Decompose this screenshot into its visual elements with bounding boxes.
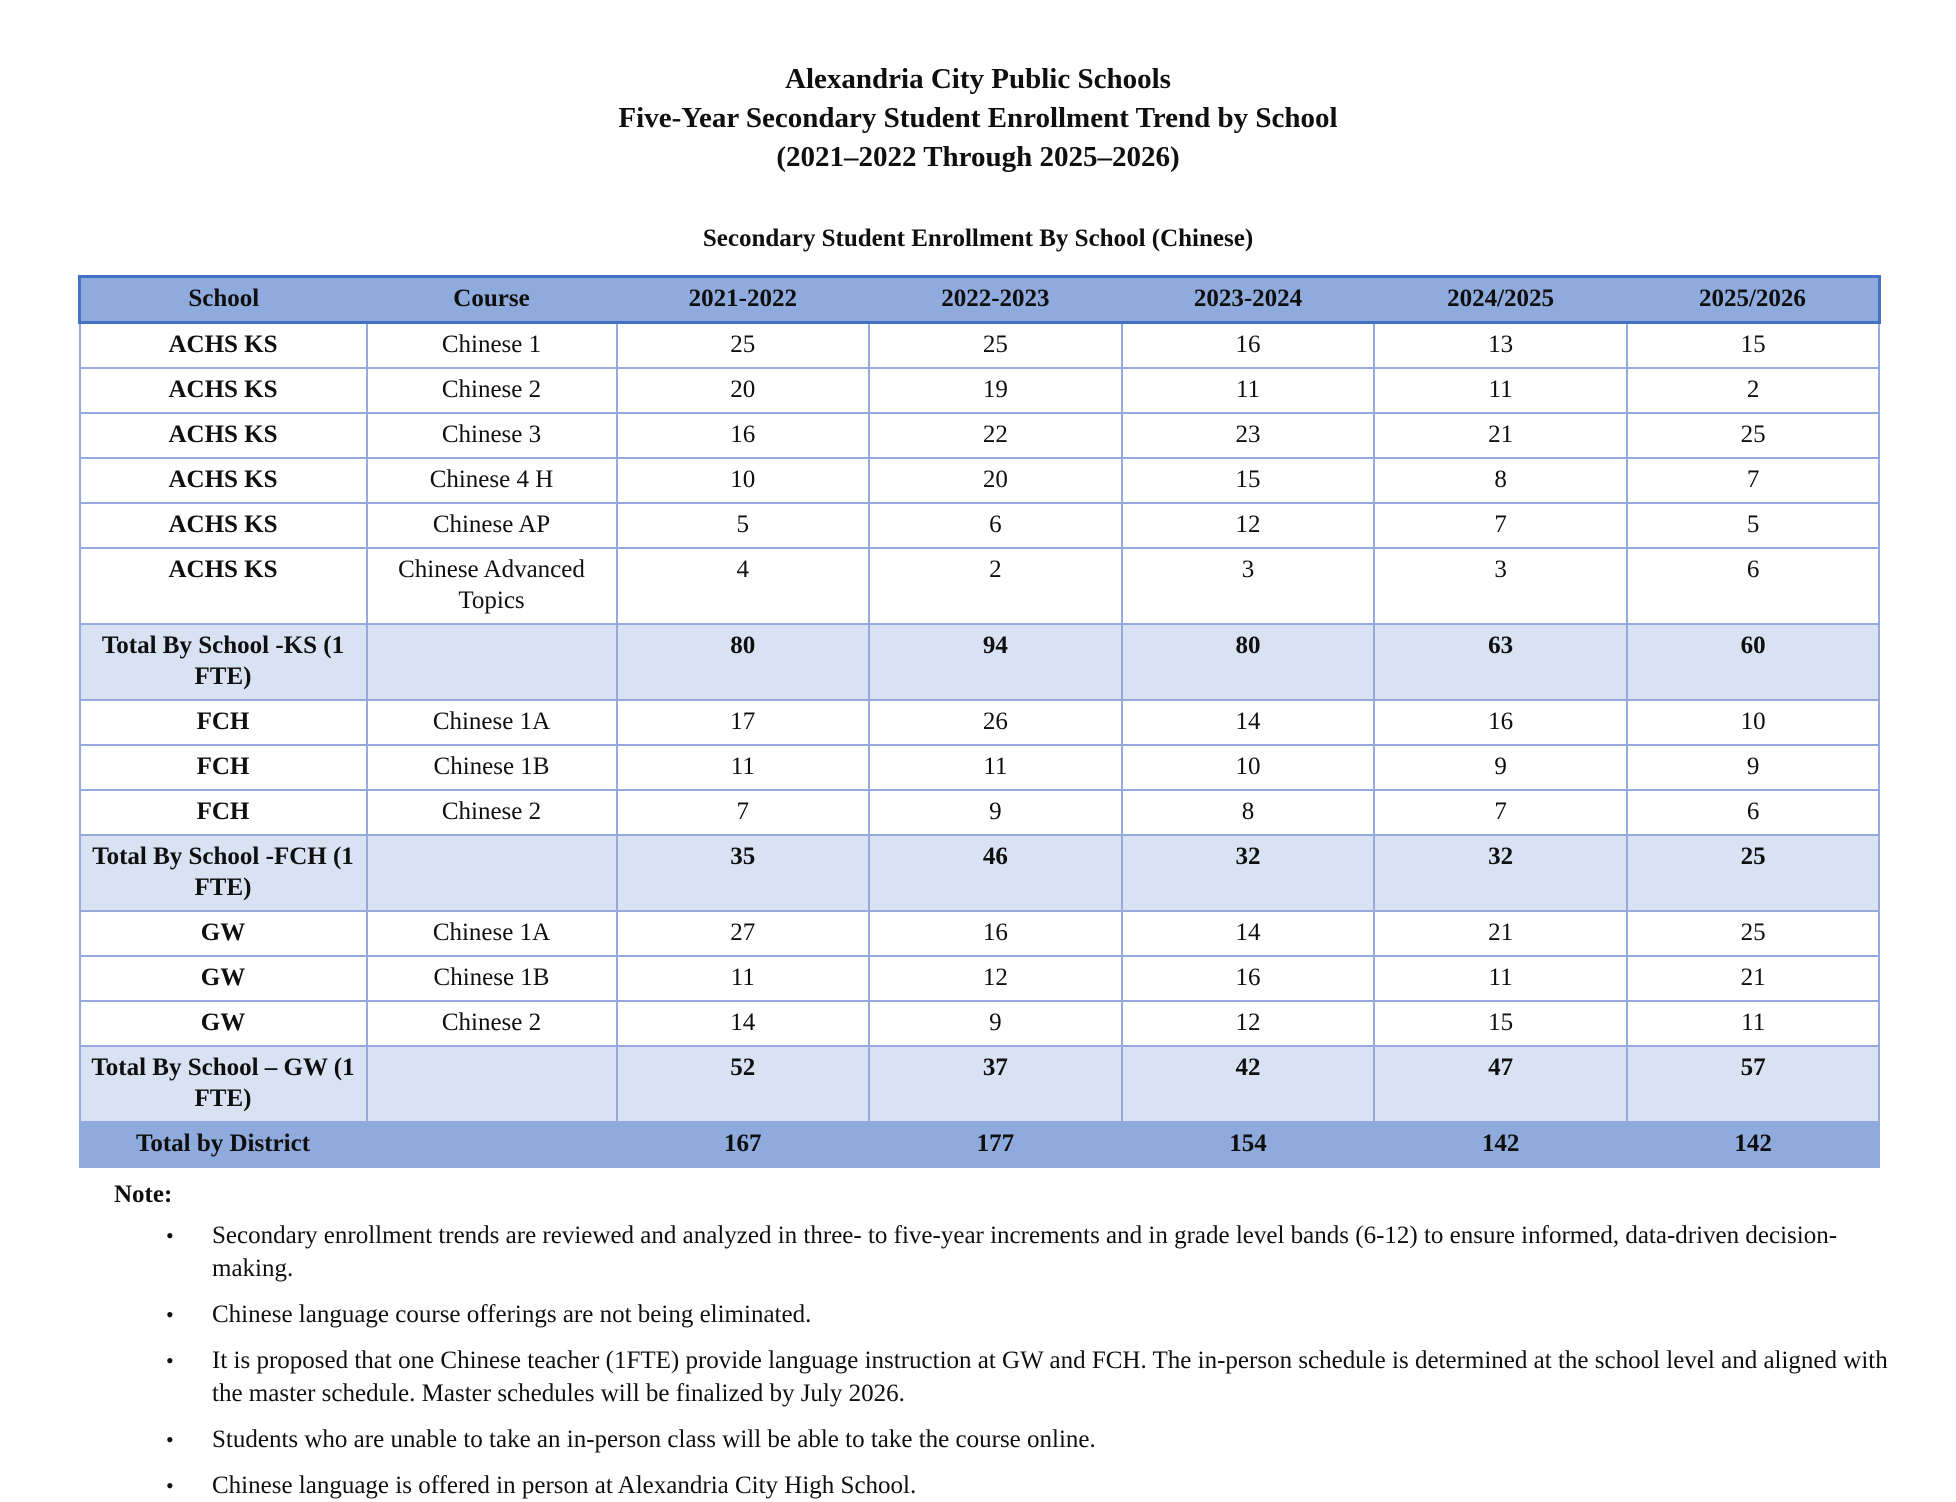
value-cell: 11 — [1627, 1001, 1880, 1046]
value-cell: 57 — [1627, 1046, 1880, 1122]
table-row-total — [80, 624, 1880, 700]
course-cell: Chinese AP — [367, 503, 617, 548]
course-cell: Chinese 1B — [367, 956, 617, 1001]
school-cell: ACHS KS — [80, 323, 367, 369]
value-cell: 14 — [1122, 700, 1375, 745]
course-cell: Chinese 2 — [367, 790, 617, 835]
value-cell: 25 — [1627, 413, 1880, 458]
value-cell: 10 — [1122, 745, 1375, 790]
notes-section — [78, 1178, 1898, 1502]
school-cell: ACHS KS — [80, 458, 367, 503]
table-row-data — [80, 790, 1880, 835]
value-cell: 11 — [617, 956, 870, 1001]
table-row-data — [80, 458, 1880, 503]
value-cell: 11 — [869, 745, 1122, 790]
school-cell: Total By School -FCH (1 FTE) — [80, 835, 367, 911]
bullet-icon: • — [166, 1348, 174, 1373]
table-row-data — [80, 548, 1880, 624]
enrollment-table — [78, 275, 1881, 1168]
bullet-icon: • — [166, 1473, 174, 1498]
value-cell: 32 — [1122, 835, 1375, 911]
value-cell: 47 — [1374, 1046, 1627, 1122]
value-cell: 25 — [617, 323, 870, 369]
column-header-course: Course — [367, 277, 617, 323]
value-cell: 6 — [1627, 548, 1880, 624]
table-row-data — [80, 911, 1880, 956]
school-cell: FCH — [80, 700, 367, 745]
title-line-1: Alexandria City Public Schools — [785, 63, 1171, 95]
value-cell: 63 — [1374, 624, 1627, 700]
value-cell: 60 — [1627, 624, 1880, 700]
value-cell: 23 — [1122, 413, 1375, 458]
value-cell: 9 — [1627, 745, 1880, 790]
value-cell: 15 — [1122, 458, 1375, 503]
table-row-data — [80, 700, 1880, 745]
value-cell: 5 — [617, 503, 870, 548]
value-cell: 5 — [1627, 503, 1880, 548]
value-cell: 6 — [1627, 790, 1880, 835]
table-row-data — [80, 413, 1880, 458]
title-line-2: Five-Year Secondary Student Enrollment Trend by School — [618, 102, 1338, 134]
value-cell: 11 — [617, 745, 870, 790]
course-cell: Chinese 1A — [367, 911, 617, 956]
school-cell: GW — [80, 911, 367, 956]
school-cell: FCH — [80, 790, 367, 835]
value-cell: 12 — [869, 956, 1122, 1001]
table-row-data — [80, 368, 1880, 413]
school-cell: ACHS KS — [80, 503, 367, 548]
value-cell: 4 — [617, 548, 870, 624]
course-cell: Chinese Advanced Topics — [367, 548, 617, 624]
value-cell: 3 — [1122, 548, 1375, 624]
note-item — [78, 1298, 1898, 1331]
value-cell: 25 — [1627, 911, 1880, 956]
column-header-2022-2023: 2022-2023 — [869, 277, 1122, 323]
course-cell: Chinese 1A — [367, 700, 617, 745]
title-line-3: (2021–2022 Through 2025–2026) — [776, 141, 1180, 173]
value-cell: 32 — [1374, 835, 1627, 911]
table-row-total — [80, 1046, 1880, 1122]
school-cell: GW — [80, 956, 367, 1001]
value-cell: 21 — [1374, 413, 1627, 458]
course-cell: Chinese 2 — [367, 1001, 617, 1046]
course-cell — [367, 1122, 617, 1167]
value-cell: 15 — [1374, 1001, 1627, 1046]
value-cell: 26 — [869, 700, 1122, 745]
course-cell — [367, 835, 617, 911]
school-cell: Total by District — [80, 1122, 367, 1167]
note-text: Chinese language course offerings are not being eliminated. — [212, 1301, 812, 1328]
course-cell — [367, 624, 617, 700]
value-cell: 12 — [1122, 1001, 1375, 1046]
table-caption: Secondary Student Enrollment By School (Chinese) — [702, 225, 1254, 252]
value-cell: 7 — [617, 790, 870, 835]
table-row-data — [80, 323, 1880, 369]
value-cell: 9 — [869, 1001, 1122, 1046]
value-cell: 80 — [617, 624, 870, 700]
school-cell: FCH — [80, 745, 367, 790]
table-row-total — [80, 835, 1880, 911]
value-cell: 11 — [1374, 368, 1627, 413]
table-row-data — [80, 956, 1880, 1001]
value-cell: 22 — [869, 413, 1122, 458]
value-cell: 14 — [1122, 911, 1375, 956]
value-cell: 167 — [617, 1122, 870, 1167]
table-row-data — [80, 1001, 1880, 1046]
value-cell: 14 — [617, 1001, 870, 1046]
value-cell: 16 — [869, 911, 1122, 956]
document-heading — [78, 60, 1878, 177]
course-cell: Chinese 4 H — [367, 458, 617, 503]
note-text: Chinese language is offered in person at Alexandria City High School. — [212, 1472, 917, 1499]
value-cell: 8 — [1122, 790, 1375, 835]
value-cell: 37 — [869, 1046, 1122, 1122]
value-cell: 3 — [1374, 548, 1627, 624]
value-cell: 2 — [1627, 368, 1880, 413]
course-cell: Chinese 3 — [367, 413, 617, 458]
course-cell: Chinese 1B — [367, 745, 617, 790]
table-row-district — [80, 1122, 1880, 1167]
notes-heading: Note: — [114, 1181, 173, 1208]
value-cell: 142 — [1627, 1122, 1880, 1167]
value-cell: 16 — [617, 413, 870, 458]
bullet-icon: • — [166, 1302, 174, 1327]
value-cell: 7 — [1374, 503, 1627, 548]
column-header-2024-2025: 2024/2025 — [1374, 277, 1627, 323]
school-cell: Total By School – GW (1 FTE) — [80, 1046, 367, 1122]
school-cell: Total By School -KS (1 FTE) — [80, 624, 367, 700]
value-cell: 94 — [869, 624, 1122, 700]
column-header-2025-2026: 2025/2026 — [1627, 277, 1880, 323]
value-cell: 15 — [1627, 323, 1880, 369]
value-cell: 25 — [869, 323, 1122, 369]
course-cell: Chinese 1 — [367, 323, 617, 369]
value-cell: 9 — [869, 790, 1122, 835]
value-cell: 6 — [869, 503, 1122, 548]
enrollment-table-body — [80, 323, 1880, 1168]
value-cell: 11 — [1122, 368, 1375, 413]
enrollment-table-header — [80, 277, 1880, 323]
value-cell: 177 — [869, 1122, 1122, 1167]
value-cell: 2 — [869, 548, 1122, 624]
value-cell: 42 — [1122, 1046, 1375, 1122]
column-header-school: School — [80, 277, 367, 323]
table-row-data — [80, 503, 1880, 548]
value-cell: 25 — [1627, 835, 1880, 911]
course-cell — [367, 1046, 617, 1122]
note-text: Students who are unable to take an in-person class will be able to take the course online. — [212, 1426, 1096, 1453]
course-cell: Chinese 2 — [367, 368, 617, 413]
column-header-2023-2024: 2023-2024 — [1122, 277, 1375, 323]
value-cell: 16 — [1374, 700, 1627, 745]
table-row-data — [80, 745, 1880, 790]
value-cell: 12 — [1122, 503, 1375, 548]
value-cell: 16 — [1122, 323, 1375, 369]
value-cell: 19 — [869, 368, 1122, 413]
note-item — [78, 1469, 1898, 1502]
value-cell: 20 — [869, 458, 1122, 503]
value-cell: 16 — [1122, 956, 1375, 1001]
value-cell: 17 — [617, 700, 870, 745]
school-cell: ACHS KS — [80, 548, 367, 624]
value-cell: 154 — [1122, 1122, 1375, 1167]
value-cell: 35 — [617, 835, 870, 911]
school-cell: GW — [80, 1001, 367, 1046]
value-cell: 9 — [1374, 745, 1627, 790]
value-cell: 10 — [1627, 700, 1880, 745]
value-cell: 21 — [1374, 911, 1627, 956]
value-cell: 27 — [617, 911, 870, 956]
school-cell: ACHS KS — [80, 413, 367, 458]
header-row — [80, 277, 1880, 323]
value-cell: 7 — [1627, 458, 1880, 503]
note-item — [78, 1344, 1898, 1410]
value-cell: 10 — [617, 458, 870, 503]
note-text: Secondary enrollment trends are reviewed and analyzed in three- to five-year increments and in grade level bands (6-12) to ensure informed, data-driven decision-making. — [212, 1222, 1838, 1282]
notes-list — [78, 1219, 1898, 1502]
value-cell: 46 — [869, 835, 1122, 911]
value-cell: 13 — [1374, 323, 1627, 369]
value-cell: 7 — [1374, 790, 1627, 835]
note-item — [78, 1423, 1898, 1456]
value-cell: 21 — [1627, 956, 1880, 1001]
value-cell: 8 — [1374, 458, 1627, 503]
value-cell: 80 — [1122, 624, 1375, 700]
value-cell: 52 — [617, 1046, 870, 1122]
value-cell: 142 — [1374, 1122, 1627, 1167]
column-header-2021-2022: 2021-2022 — [617, 277, 870, 323]
bullet-icon: • — [166, 1223, 174, 1248]
note-text: It is proposed that one Chinese teacher (1FTE) provide language instruction at GW and FCH. The in-person schedule is determined at the school level and aligned with the master schedule. Master schedules will be finalized by July 2026. — [212, 1347, 1888, 1407]
note-item — [78, 1219, 1898, 1285]
value-cell: 20 — [617, 368, 870, 413]
school-cell: ACHS KS — [80, 368, 367, 413]
bullet-icon: • — [166, 1427, 174, 1452]
value-cell: 11 — [1374, 956, 1627, 1001]
